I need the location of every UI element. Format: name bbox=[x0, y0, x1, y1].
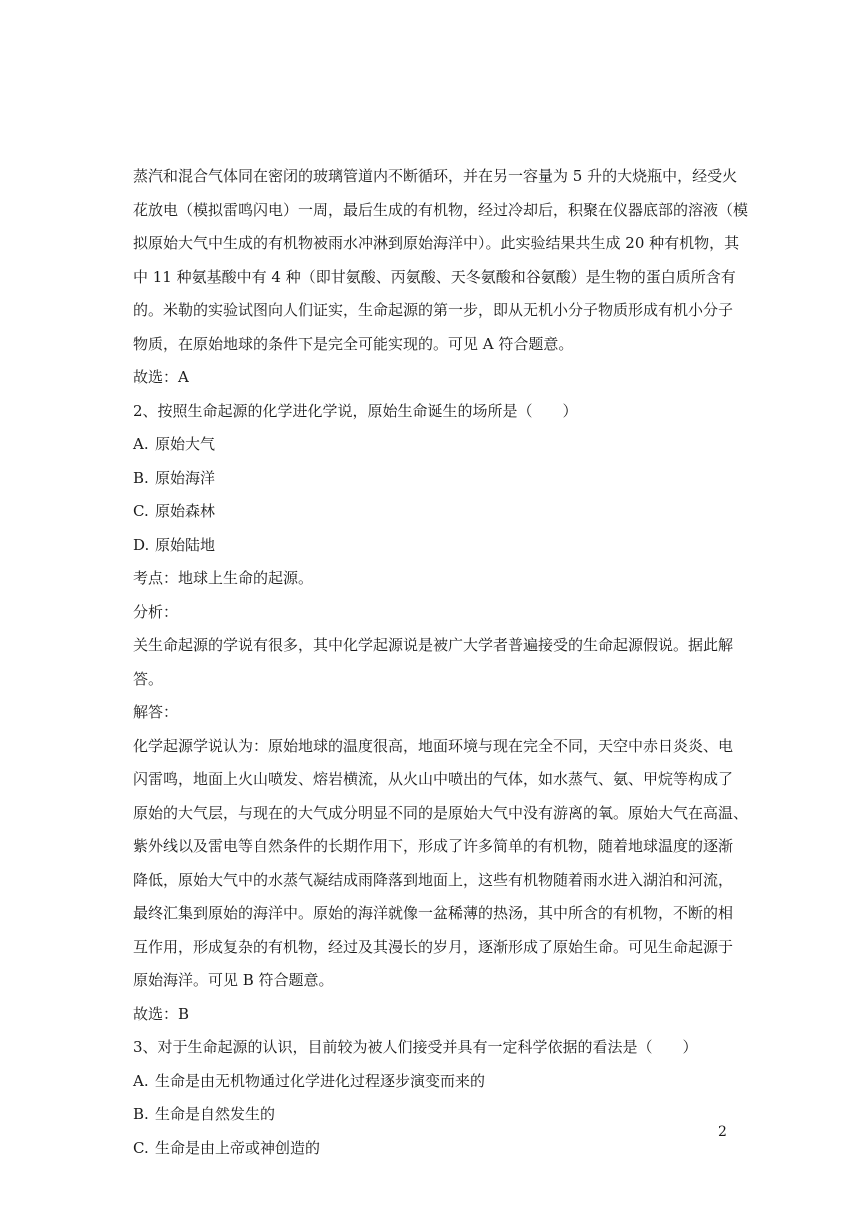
jieda-line: 紫外线以及雷电等自然条件的长期作用下，形成了许多简单的有机物，随着地球温度的逐渐 bbox=[133, 837, 734, 855]
jieda-line: 降低，原始大气中的水蒸气凝结成雨降落到地面上，这些有机物随着雨水进入湖泊和河流， bbox=[133, 870, 734, 889]
option-text: 原始森林 bbox=[155, 502, 216, 520]
fenxi-label: 分析： bbox=[133, 602, 179, 621]
jieda-line: 互作用，形成复杂的有机物，经过及其漫长的岁月，逐渐形成了原始生命。可见生命起源于 bbox=[133, 937, 734, 956]
paragraph-line: 花放电（模拟雷鸣闪电）一周，最后生成的有机物，经过冷却后，积聚在仪器底部的溶液（模 bbox=[133, 200, 749, 219]
paragraph-line: 物质，在原始地球的条件下是完全可能实现的。可见 A 符合题意。 bbox=[133, 334, 574, 353]
option-text: 原始大气 bbox=[155, 435, 216, 453]
option-text: 生命是由无机物通过化学进化过程逐步演变而来的 bbox=[155, 1071, 486, 1090]
jieda-line: 闪雷鸣，地面上火山喷发、熔岩横流，从火山中喷出的气体，如水蒸气、氨、甲烷等构成了 bbox=[133, 770, 734, 788]
paragraph-line: 蒸汽和混合气体同在密闭的玻璃管道内不断循环，并在另一容量为 5 升的大烧瓶中，经受火 bbox=[133, 167, 738, 185]
option-letter: D. bbox=[133, 535, 150, 554]
option-letter: B. bbox=[133, 468, 149, 487]
option-letter: C. bbox=[133, 1138, 149, 1157]
option-text: 生命是自然发生的 bbox=[155, 1105, 276, 1123]
question-2-option-d bbox=[133, 529, 733, 563]
question-3-stem: 3、对于生命起源的认识，目前较为被人们接受并具有一定科学依据的看法是（ ） bbox=[133, 1038, 698, 1056]
page-content bbox=[133, 160, 749, 1165]
fenxi-line: 关生命起源的学说有很多，其中化学起源说是被广大学者普遍接受的生命起源假说。据此解 bbox=[133, 636, 734, 654]
jieda-line: 原始海洋。可见 B 符合题意。 bbox=[133, 971, 334, 989]
answer-line: 故选：B bbox=[133, 1004, 190, 1023]
question-2-option-b bbox=[133, 462, 733, 496]
paragraph-line: 中 11 种氨基酸中有 4 种（即甘氨酸、丙氨酸、天冬氨酸和谷氨酸）是生物的蛋白质所含有 bbox=[133, 267, 736, 286]
option-text: 原始海洋 bbox=[155, 468, 216, 487]
option-letter: A. bbox=[133, 1071, 149, 1090]
jieda-label: 解答： bbox=[133, 703, 179, 721]
question-2-option-a bbox=[133, 428, 733, 462]
page-number: 2 bbox=[718, 1124, 727, 1140]
paragraph-line: 拟原始大气中生成的有机物被雨水冲淋到原始海洋中）。此实验结果共生成 20 种有机物，其 bbox=[133, 234, 740, 252]
kaodian-line: 考点：地球上生命的起源。 bbox=[133, 569, 314, 587]
answer-line: 故选：A bbox=[133, 368, 189, 386]
question-3-option-a bbox=[133, 1065, 733, 1099]
jieda-line: 最终汇集到原始的海洋中。原始的海洋就像一盆稀薄的热汤，其中所含的有机物，不断的相 bbox=[133, 904, 734, 922]
question-3-option-b bbox=[133, 1098, 733, 1132]
question-3-option-c bbox=[133, 1132, 733, 1166]
option-text: 生命是由上帝或神创造的 bbox=[155, 1138, 321, 1157]
option-letter: B. bbox=[133, 1105, 149, 1123]
option-text: 原始陆地 bbox=[155, 535, 216, 554]
question-2-stem: 2、按照生命起源的化学进化学说，原始生命诞生的场所是（ ） bbox=[133, 401, 578, 420]
jieda-line: 化学起源学说认为：原始地球的温度很高，地面环境与现在完全不同，天空中赤日炎炎、电 bbox=[133, 736, 734, 755]
option-letter: A. bbox=[133, 435, 149, 453]
fenxi-line: 答。 bbox=[133, 669, 164, 688]
jieda-line: 原始的大气层，与现在的大气成分明显不同的是原始大气中没有游离的氧。原始大气在高温、 bbox=[133, 803, 749, 822]
question-2-option-c bbox=[133, 495, 733, 529]
option-letter: C. bbox=[133, 502, 149, 520]
paragraph-line: 的。米勒的实验试图向人们证实，生命起源的第一步，即从无机小分子物质形成有机小分子 bbox=[133, 301, 734, 319]
